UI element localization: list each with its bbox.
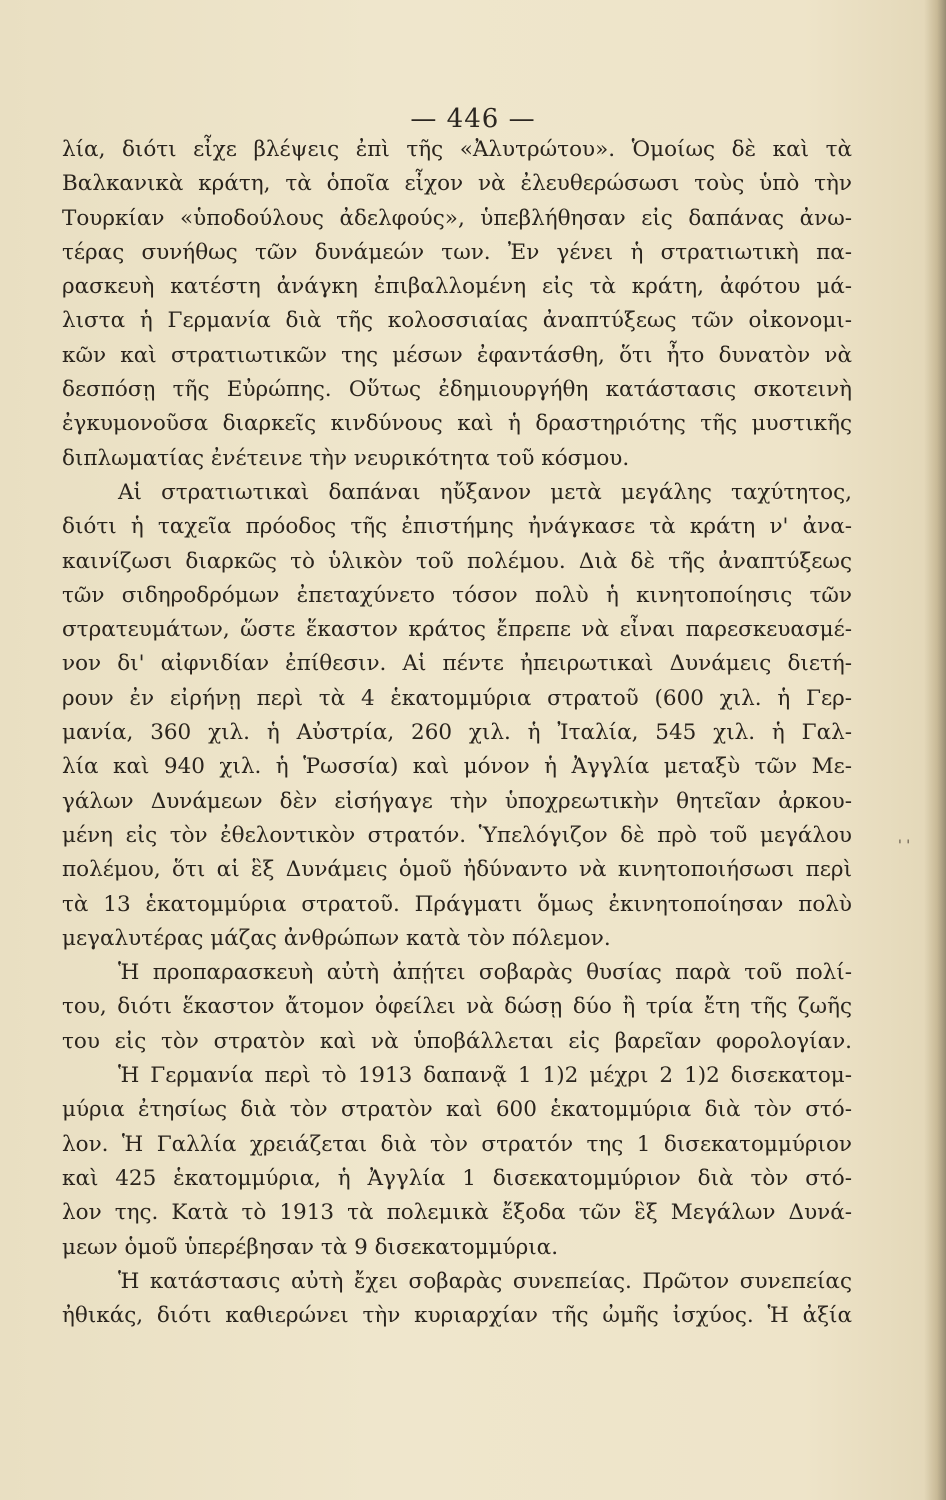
text-line: καὶ 425 ἑκατομμύρια, ἡ Ἀγγλία 1 δισεκατομμύριον διὰ τὸν στό-	[62, 1165, 852, 1191]
text-line: ἐγκυμονοῦσα διαρκεῖς κινδύνους καὶ ἡ δραστηριότης τῆς μυστικῆς	[62, 411, 852, 437]
text-line: λία, διότι εἶχε βλέψεις ἐπὶ τῆς «Ἀλυτρώτου». Ὁμοίως δὲ καὶ τὰ	[62, 137, 852, 162]
text-line: πολέμου, ὅτι αἱ ἓξ Δυνάμεις ὁμοῦ ἠδύναντο νὰ κινητοποιήσωσι περὶ	[62, 857, 852, 883]
text-line: Ἡ Γερμανία περὶ τὸ 1913 δαπανᾷ 1 1)2 μέχρι 2 1)2 δισεκατομ-	[118, 1063, 852, 1089]
text-line: Αἱ στρατιωτικαὶ δαπάναι ηὔξανον μετὰ μεγάλης ταχύτητος,	[118, 479, 852, 505]
text-line: ρασκευὴ κατέστη ἀνάγκη ἐπιβαλλομένη εἰς τὰ κράτη, ἀφότου μά-	[62, 274, 852, 300]
text-line: καινίζωσι διαρκῶς τὸ ὑλικὸν τοῦ πολέμου. Διὰ δὲ τῆς ἀναπτύξεως	[62, 548, 852, 574]
text-line: τὰ 13 ἑκατομμύρια στρατοῦ. Πράγματι ὅμως ἐκινητοποίησαν πολὺ	[62, 891, 852, 917]
text-line: τέρας συνήθως τῶν δυνάμεών των. Ἐν γένει ἡ στρατιωτικὴ πα-	[62, 239, 852, 265]
text-line: νον δι' αἰφνιδίαν ἐπίθεσιν. Αἱ πέντε ἠπειρωτικαὶ Δυνάμεις διετή-	[62, 651, 852, 677]
text-line: κῶν καὶ στρατιωτικῶν της μέσων ἐφαντάσθη, ὅτι ἦτο δυνατὸν νὰ	[62, 342, 852, 368]
margin-mark: ' '	[898, 838, 911, 854]
text-line: λία καὶ 940 χιλ. ἡ Ῥωσσία) καὶ μόνον ἡ Ἀγγλία μεταξὺ τῶν Με-	[62, 754, 852, 780]
page-number: — 446 —	[410, 104, 536, 134]
text-line: λον της. Κατὰ τὸ 1913 τὰ πολεμικὰ ἔξοδα τῶν ἓξ Μεγάλων Δυνά-	[62, 1200, 852, 1226]
page-edge-shadow	[924, 0, 946, 1500]
text-line: μένη εἰς τὸν ἐθελοντικὸν στρατόν. Ὑπελόγιζον δὲ πρὸ τοῦ μεγάλου	[62, 822, 852, 848]
text-line: μεγαλυτέρας μάζας ἀνθρώπων κατὰ τὸν πόλεμον.	[62, 925, 611, 951]
text-line: ρουν ἐν εἰρήνῃ περὶ τὰ 4 ἑκατομμύρια στρατοῦ (600 χιλ. ἡ Γερ-	[62, 685, 852, 711]
text-line: μύρια ἐτησίως διὰ τὸν στρατὸν καὶ 600 ἑκατομμύρια διὰ τὸν στό-	[62, 1097, 852, 1123]
text-line: τῶν σιδηροδρόμων ἐπεταχύνετο τόσον πολὺ ἡ κινητοποίησις τῶν	[62, 582, 852, 608]
text-line: μεων ὁμοῦ ὑπερέβησαν τὰ 9 δισεκατομμύρια.	[62, 1234, 559, 1260]
text-line: του εἰς τὸν στρατὸν καὶ νὰ ὑποβάλλεται εἰς βαρεῖαν φορολογίαν.	[62, 1028, 852, 1054]
text-line: λον. Ἡ Γαλλία χρειάζεται διὰ τὸν στρατόν της 1 δισεκατομμύριον	[62, 1131, 852, 1157]
text-line: ἠθικάς, διότι καθιερώνει τὴν κυριαρχίαν τῆς ὠμῆς ἰσχύος. Ἡ ἀξία	[62, 1303, 852, 1329]
text-line: δεσπόσῃ τῆς Εὐρώπης. Οὕτως ἐδημιουργήθη κατάστασις σκοτεινὴ	[62, 377, 852, 403]
text-line: Βαλκανικὰ κράτη, τὰ ὁποῖα εἶχον νὰ ἐλευθερώσωσι τοὺς ὑπὸ τὴν	[62, 171, 852, 197]
body-text	[62, 133, 852, 1333]
text-line: στρατευμάτων, ὥστε ἕκαστον κράτος ἔπρεπε νὰ εἶναι παρεσκευασμέ-	[62, 617, 852, 643]
text-line: διότι ἡ ταχεῖα πρόοδος τῆς ἐπιστήμης ἠνάγκασε τὰ κράτη ν' ἀνα-	[62, 514, 852, 540]
text-line: Ἡ κατάστασις αὐτὴ ἔχει σοβαρὰς συνεπείας. Πρῶτον συνεπείας	[118, 1268, 852, 1294]
text-line: του, διότι ἕκαστον ἄτομον ὀφείλει νὰ δώσῃ δύο ἢ τρία ἔτη τῆς ζωῆς	[62, 994, 852, 1020]
text-line: λιστα ἡ Γερμανία διὰ τῆς κολοσσιαίας ἀναπτύξεως τῶν οἰκονομι-	[62, 308, 852, 334]
text-line: γάλων Δυνάμεων δὲν εἰσήγαγε τὴν ὑποχρεωτικὴν θητεῖαν ἀρκου-	[62, 788, 852, 814]
text-line: Ἡ προπαρασκευὴ αὐτὴ ἀπῄτει σοβαρὰς θυσίας παρὰ τοῦ πολί-	[118, 960, 852, 986]
text-line: διπλωματίας ἐνέτεινε τὴν νευρικότητα τοῦ κόσμου.	[62, 445, 630, 471]
text-line: μανία, 360 χιλ. ἡ Αὐστρία, 260 χιλ. ἡ Ἰταλία, 545 χιλ. ἡ Γαλ-	[62, 720, 852, 746]
text-line: Τουρκίαν «ὑποδούλους ἀδελφούς», ὑπεβλήθησαν εἰς δαπάνας ἀνω-	[62, 205, 852, 231]
